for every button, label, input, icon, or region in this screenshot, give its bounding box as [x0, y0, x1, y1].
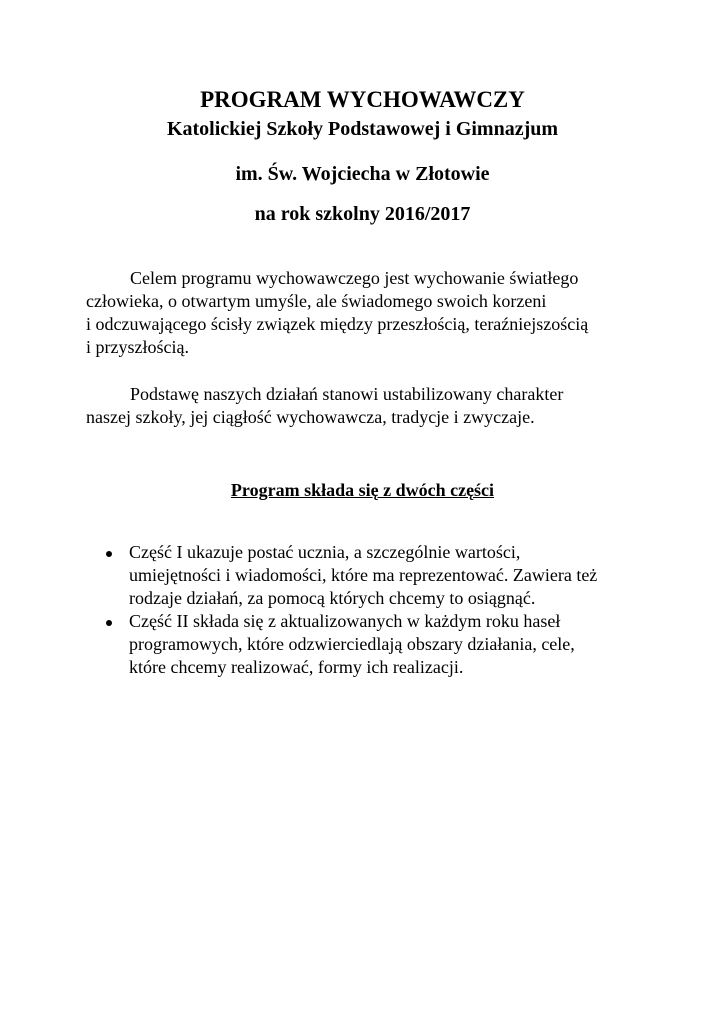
list-item-line: umiejętności i wiadomości, które ma reprezentować. Zawiera też [129, 565, 598, 585]
section-heading [0, 478, 725, 502]
parts-list [100, 541, 660, 679]
document-title: PROGRAM WYCHOWAWCZY [200, 87, 525, 112]
paragraph-line: człowieka, o otwartym umyśle, ale świadomego swoich korzeni [86, 291, 547, 311]
paragraph-line: i odczuwającego ścisły związek między przeszłością, teraźniejszością [86, 314, 589, 334]
school-patron: im. Św. Wojciecha w Złotowie [235, 163, 490, 185]
paragraph-line: naszej szkoły, jej ciągłość wychowawcza, tradycje i zwyczaje. [86, 407, 535, 427]
list-item-line: programowych, które odzwierciedlają obszary działania, cele, [129, 634, 575, 654]
list-item-line: które chcemy realizować, formy ich realizacji. [129, 657, 464, 677]
list-item-line: Część I ukazuje postać ucznia, a szczególnie wartości, [129, 542, 521, 562]
paragraph-line: i przyszłością. [86, 337, 189, 357]
bullet-icon [106, 551, 112, 557]
paragraph-line: Celem programu wychowawczego jest wychowanie światłego [130, 268, 579, 288]
list-item [100, 610, 660, 679]
school-year: na rok szkolny 2016/2017 [254, 203, 471, 225]
school-name: Katolickiej Szkoły Podstawowej i Gimnazjum [166, 118, 559, 140]
list-item-line: rodzaje działań, za pomocą których chcemy to osiągnąć. [129, 588, 536, 608]
list-item-line: Część II składa się z aktualizowanych w każdym roku haseł [129, 611, 561, 631]
intro-paragraph [86, 267, 646, 359]
bullet-icon [106, 620, 112, 626]
paragraph-line: Podstawę naszych działań stanowi ustabilizowany charakter [130, 384, 564, 404]
section-heading-text: Program składa się z dwóch części [230, 480, 495, 500]
foundation-paragraph [86, 383, 646, 429]
list-item [100, 541, 660, 610]
